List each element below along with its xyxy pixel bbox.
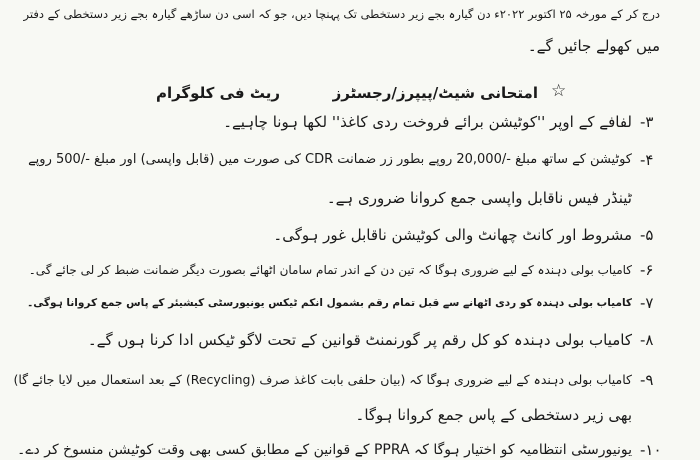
- item-number: -۶: [640, 261, 654, 279]
- item-number: -۹: [640, 371, 654, 389]
- item-text: کامیاب بولی دہندہ کے لیے ضروری ہوگا کہ تین دن کے اندر تمام سامان اٹھائے بصورت دیگر ضمانت ضبط کر لی جائے گی۔: [28, 263, 632, 277]
- item-number: -۴: [640, 151, 654, 169]
- table-header-sheets: امتحانی شیٹ/پیپرز/رجسٹرز: [332, 84, 538, 102]
- item-text: یونیورسٹی انتظامیہ کو اختیار ہوگا کہ PPRA کے قوانین کے مطابق کسی بھی وقت کوٹیشن منسوخ کر دے۔: [17, 442, 632, 458]
- item-text: کامیاب بولی دہندہ کے لیے ضروری ہوگا کہ (بیان حلفی بابت کاغذ صرف (Recycling) کے بعد استعمال میں لایا جائے گا): [13, 372, 632, 387]
- item-number: -۱۰: [640, 441, 662, 459]
- item-text: کامیاب بولی دہندہ کو ردی اٹھانے سے قبل تمام رقم بشمول انکم ٹیکس یونیورسٹی کیشیئر کے پاس جمع کروانا ہوگی۔: [27, 297, 632, 309]
- item-text: مشروط اور کانٹ چھانٹ والی کوٹیشن ناقابل غور ہوگی۔: [273, 226, 632, 244]
- item-number: -۷: [640, 294, 654, 312]
- intro-line-1: درج کر کے مورخہ ۲۵ اکتوبر ۲۰۲۲ء دن گیارہ بجے زیر دستخطی تک پہنچا دیں، جو کہ اسی دن ساڑھے گیارہ بجے زیر دستخطی کے دفتر: [23, 7, 660, 21]
- item-text: لفافے کے اوپر ''کوٹیشن برائے فروخت ردی کاغذ'' لکھا ہونا چاہیے۔: [223, 113, 632, 131]
- item-text: بھی زیر دستخطی کے پاس جمع کروانا ہوگا۔: [355, 406, 632, 424]
- intro-line-2: میں کھولے جائیں گے۔: [527, 37, 660, 55]
- item-text: کامیاب بولی دہندہ کو کل رقم پر گورنمنٹ قوانین کے تحت لاگو ٹیکس ادا کرنا ہوں گے۔: [87, 331, 632, 349]
- star-bullet-icon: ☆: [551, 81, 567, 101]
- item-text: ٹینڈر فیس ناقابل واپسی جمع کروانا ضروری ہے۔: [326, 189, 632, 207]
- table-header-rate: ریٹ فی کلوگرام: [155, 84, 280, 102]
- item-number: -۳: [640, 113, 654, 131]
- item-text: کوٹیشن کے ساتھ مبلغ -/20,000 روپے بطور زر ضمانت CDR کی صورت میں (قابل واپسی) اور مبلغ -/500 روپے: [28, 152, 632, 167]
- item-number: -۵: [640, 226, 654, 244]
- item-number: -۸: [640, 331, 654, 349]
